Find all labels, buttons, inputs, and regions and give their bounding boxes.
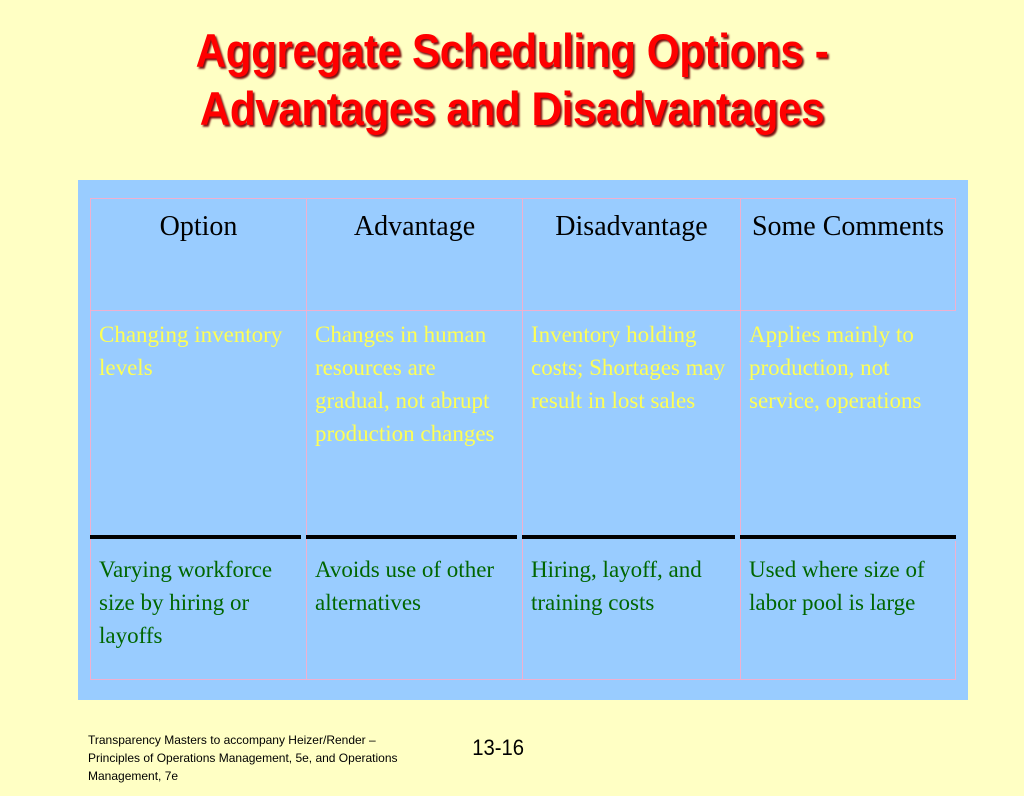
page-number: 13-16 <box>472 735 525 760</box>
cell-option: Varying workforce size by hiring or layoffs <box>90 541 306 679</box>
cell-comments: Used where size of labor pool is large <box>740 541 956 679</box>
cell-advantage: Avoids use of other alternatives <box>306 541 522 679</box>
cell-disadvantage: Inventory holding costs; Shortages may result in lost sales <box>522 311 740 541</box>
header-advantage: Advantage <box>306 199 522 310</box>
header-option: Option <box>90 199 306 310</box>
cell-disadvantage: Hiring, layoff, and training costs <box>522 541 740 679</box>
table-row <box>90 311 956 541</box>
options-table <box>90 198 956 680</box>
table-header-row <box>90 199 956 311</box>
cell-advantage: Changes in human resources are gradual, not abrupt production changes <box>306 311 522 541</box>
slide-title <box>51 22 973 138</box>
table-row <box>90 541 956 680</box>
row-divider <box>90 535 956 539</box>
slide-title-line-2: Advantages and Disadvantages <box>199 82 825 135</box>
slide-title-line-1: Aggregate Scheduling Options - <box>195 24 829 77</box>
header-comments: Some Comments <box>740 199 956 310</box>
header-disadvantage: Disadvantage <box>522 199 740 310</box>
options-table-panel <box>78 180 968 700</box>
footer-note: Transparency Masters to accompany Heizer/Render – Principles of Operations Management, 5e, and Operations Management, 7e <box>88 733 398 783</box>
cell-option: Changing inventory levels <box>90 311 306 541</box>
cell-comments: Applies mainly to production, not service, operations <box>740 311 956 541</box>
